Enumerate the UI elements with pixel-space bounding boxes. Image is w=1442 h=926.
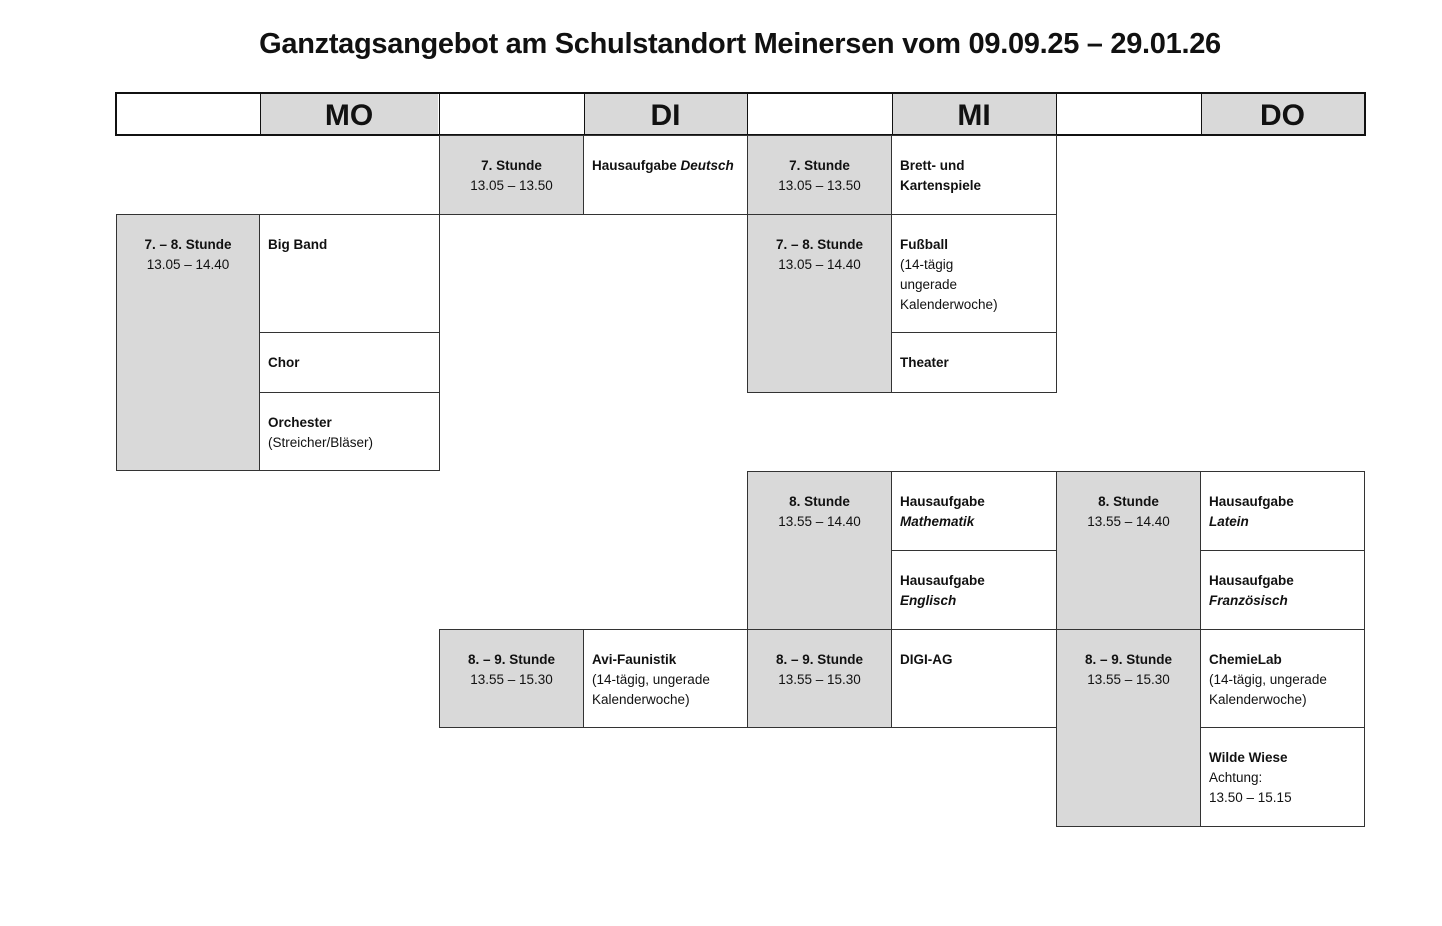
activity-title: Chor: [268, 355, 300, 370]
header-divider: [892, 94, 893, 134]
do-hausaufgabe-franzoesisch: [1200, 550, 1365, 630]
activity-note: (Streicher/Bläser): [268, 435, 374, 450]
activity-note: (14-tägig, ungerade Kalenderwoche): [1209, 672, 1327, 707]
activity-subject: Deutsch: [680, 158, 734, 173]
day-header-row: [115, 92, 1366, 136]
mi-digi-ag: [891, 629, 1057, 728]
period-time: 13.55 – 15.30: [470, 672, 553, 687]
di-hausaufgabe-deutsch: [583, 135, 748, 215]
activity-subject: Latein: [1209, 514, 1249, 529]
mi-7-stunde-time: [747, 135, 892, 215]
period-label: 8. – 9. Stunde: [1084, 652, 1173, 667]
activity-title: Fußball: [900, 237, 948, 252]
activity-title: Hausaufgabe: [1209, 573, 1294, 588]
header-divider: [1056, 94, 1057, 134]
activity-title: ChemieLab: [1209, 652, 1282, 667]
header-divider: [747, 94, 748, 134]
di-8-9-stunde-time: [439, 629, 584, 728]
activity-title: Wilde Wiese: [1209, 750, 1288, 765]
mi-hausaufgabe-mathematik: [891, 471, 1057, 551]
day-header-mi: MI: [892, 94, 1056, 134]
activity-title: Theater: [900, 355, 949, 370]
header-divider: [1201, 94, 1202, 134]
activity-title: Big Band: [268, 237, 328, 252]
activity-title: Hausaufgabe: [900, 573, 985, 588]
period-label: 8. Stunde: [789, 494, 850, 509]
mi-brett-kartenspiele: [891, 135, 1057, 215]
activity-title: Hausaufgabe: [592, 158, 681, 173]
period-time: 13.05 – 13.50: [470, 178, 553, 193]
mi-fussball: [891, 214, 1057, 333]
header-divider: [584, 94, 585, 134]
period-time: 13.55 – 15.30: [1087, 672, 1170, 687]
activity-note: (14-tägig ungerade Kalenderwoche): [900, 257, 998, 312]
period-time: 13.55 – 14.40: [1087, 514, 1170, 529]
period-time: 13.05 – 14.40: [146, 257, 230, 272]
header-divider: [439, 94, 440, 134]
do-wilde-wiese: [1200, 727, 1365, 827]
mi-8-stunde-time: [747, 471, 892, 630]
mi-hausaufgabe-englisch: [891, 550, 1057, 630]
activity-title: Brett- und Kartenspiele: [900, 158, 982, 193]
activity-note: Achtung:: [1209, 770, 1263, 785]
day-header-mo: MO: [260, 94, 438, 134]
di-avi-faunistik: [583, 629, 748, 728]
mo-7-8-stunde-time: [116, 214, 260, 471]
do-8-9-stunde-time: [1056, 629, 1201, 827]
period-label: 7. Stunde: [789, 158, 850, 173]
activity-title: DIGI-AG: [900, 652, 953, 667]
mi-7-8-stunde-time: [747, 214, 892, 393]
period-time: 13.55 – 14.40: [778, 514, 861, 529]
period-time: 13.05 – 14.40: [778, 257, 861, 272]
period-label: 7. Stunde: [481, 158, 542, 173]
mo-chor: [259, 332, 440, 393]
header-divider: [260, 94, 261, 134]
period-label: 8. – 9. Stunde: [467, 652, 556, 667]
activity-title: Avi-Faunistik: [592, 652, 677, 667]
activity-subject: Mathematik: [900, 514, 975, 529]
do-chemielab: [1200, 629, 1365, 728]
do-8-stunde-time: [1056, 471, 1201, 630]
period-label: 7. – 8. Stunde: [144, 237, 232, 252]
activity-time-note: 13.50 – 15.15: [1209, 790, 1292, 805]
mo-orchester: [259, 392, 440, 471]
activity-title: Hausaufgabe: [1209, 494, 1294, 509]
day-header-do: DO: [1201, 94, 1364, 134]
activity-subject: Englisch: [900, 593, 957, 608]
period-time: 13.55 – 15.30: [778, 672, 861, 687]
activity-title: Orchester: [268, 415, 332, 430]
period-label: 8. Stunde: [1098, 494, 1159, 509]
period-time: 13.05 – 13.50: [778, 178, 861, 193]
period-label: 7. – 8. Stunde: [775, 237, 864, 252]
mi-8-9-stunde-time: [747, 629, 892, 728]
do-hausaufgabe-latein: [1200, 471, 1365, 551]
activity-subject: Französisch: [1209, 593, 1288, 608]
di-7-stunde-time: [439, 135, 584, 215]
page-title: Ganztagsangebot am Schulstandort Meinersen vom 09.09.25 – 29.01.26: [259, 28, 1221, 60]
activity-note: (14-tägig, ungerade Kalenderwoche): [592, 672, 710, 707]
activity-title: Hausaufgabe: [900, 494, 985, 509]
mi-theater: [891, 332, 1057, 393]
period-label: 8. – 9. Stunde: [775, 652, 864, 667]
day-header-di: DI: [584, 94, 747, 134]
mo-big-band: [259, 214, 440, 333]
